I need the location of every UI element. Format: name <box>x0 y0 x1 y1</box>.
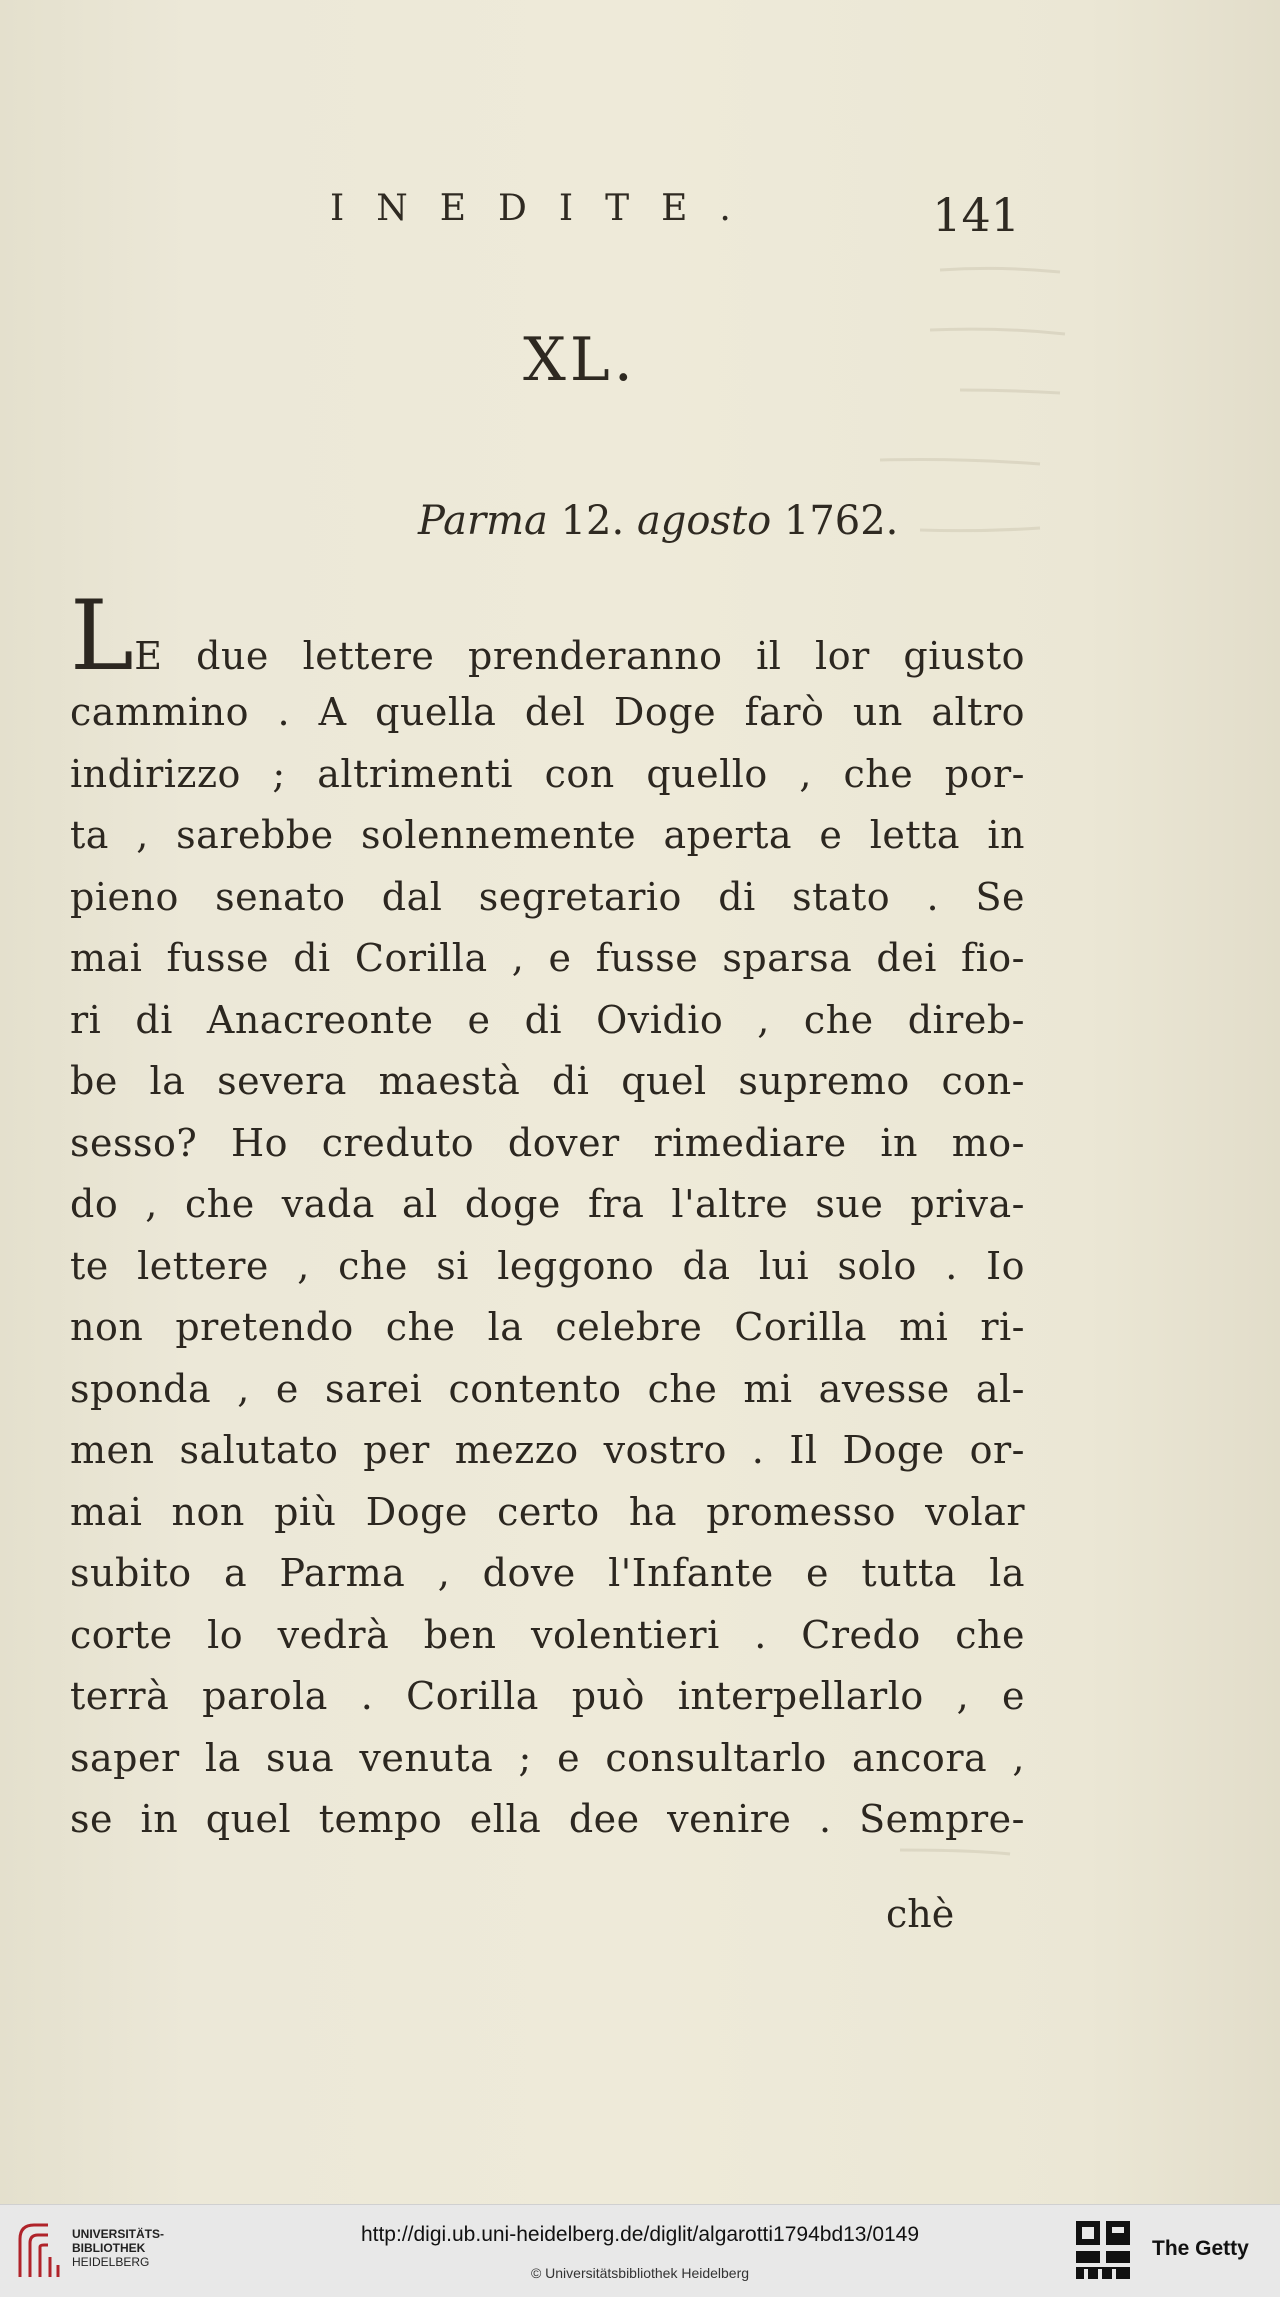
text-line: pieno senato dal segretario di stato . Se <box>70 874 1025 919</box>
text-line: men salutato per mezzo vostro . Il Doge or- <box>70 1428 1025 1472</box>
letter-body <box>70 590 1025 1851</box>
library-name-line: UNIVERSITÄTS- <box>72 2227 165 2241</box>
permalink-url[interactable]: http://digi.ub.uni-heidelberg.de/diglit/algarotti1794bd13/0149 <box>360 2223 920 2246</box>
text-line: terrà parola . Corilla può interpellarlo , e <box>70 1674 1025 1718</box>
running-head <box>330 188 1030 248</box>
text-line: do , che vada al doge fra l'altre sue priva- <box>70 1182 1025 1226</box>
dateline-place: Parma <box>418 498 548 544</box>
text-line: saper la sua venuta ; e consultarlo ancora , <box>70 1735 1025 1780</box>
dateline-day: 12. <box>560 498 625 544</box>
text-line: indirizzo ; altrimenti con quello , che por- <box>70 751 1025 796</box>
catchword: chè <box>886 1892 955 1936</box>
running-head-title: INEDITE. <box>330 188 763 229</box>
text-line: cammino . A quella del Doge farò un altro <box>70 690 1025 734</box>
text-line: non pretendo che la celebre Corilla mi ri- <box>70 1305 1025 1349</box>
copyright-notice: © Universitätsbibliothek Heidelberg <box>530 2265 750 2281</box>
getty-name: The Getty <box>1152 2237 1249 2260</box>
dateline-month: agosto <box>636 498 772 544</box>
library-name-line: BIBLIOTHEK <box>72 2241 146 2255</box>
text-line: ri di Anacreonte e di Ovidio , che direb- <box>70 997 1025 1042</box>
drop-cap: L <box>70 590 135 682</box>
text-line: corte lo vedrà ben volentieri . Credo che <box>70 1612 1025 1657</box>
text-line: be la severa maestà di quel supremo con- <box>70 1059 1025 1103</box>
letter-number: XL. <box>523 325 637 395</box>
text-line-first <box>70 590 1025 682</box>
text-line: te lettere , che si leggono da lui solo . Io <box>70 1243 1025 1288</box>
text-line: E due lettere prenderanno il lor giusto <box>134 634 1025 678</box>
text-line: mai non più Doge certo ha promesso volar <box>70 1489 1025 1534</box>
getty-logo-icon <box>1074 2219 1132 2281</box>
page-number: 141 <box>932 188 1020 242</box>
text-line: mai fusse di Corilla , e fusse sparsa dei fio- <box>70 936 1025 980</box>
library-name-line: HEIDELBERG <box>72 2255 150 2269</box>
text-line: sesso? Ho creduto dover rimediare in mo- <box>70 1120 1025 1165</box>
text-line: subito a Parma , dove l'Infante e tutta la <box>70 1551 1025 1595</box>
dateline <box>418 498 898 544</box>
text-line: se in quel tempo ella dee venire . Sempre- <box>70 1797 1025 1841</box>
text-line: sponda , e sarei contento che mi avesse al- <box>70 1366 1025 1411</box>
text-line: ta , sarebbe solennemente aperta e letta in <box>70 813 1025 857</box>
viewer-footer <box>0 2204 1280 2297</box>
dateline-year: 1762. <box>783 498 899 544</box>
